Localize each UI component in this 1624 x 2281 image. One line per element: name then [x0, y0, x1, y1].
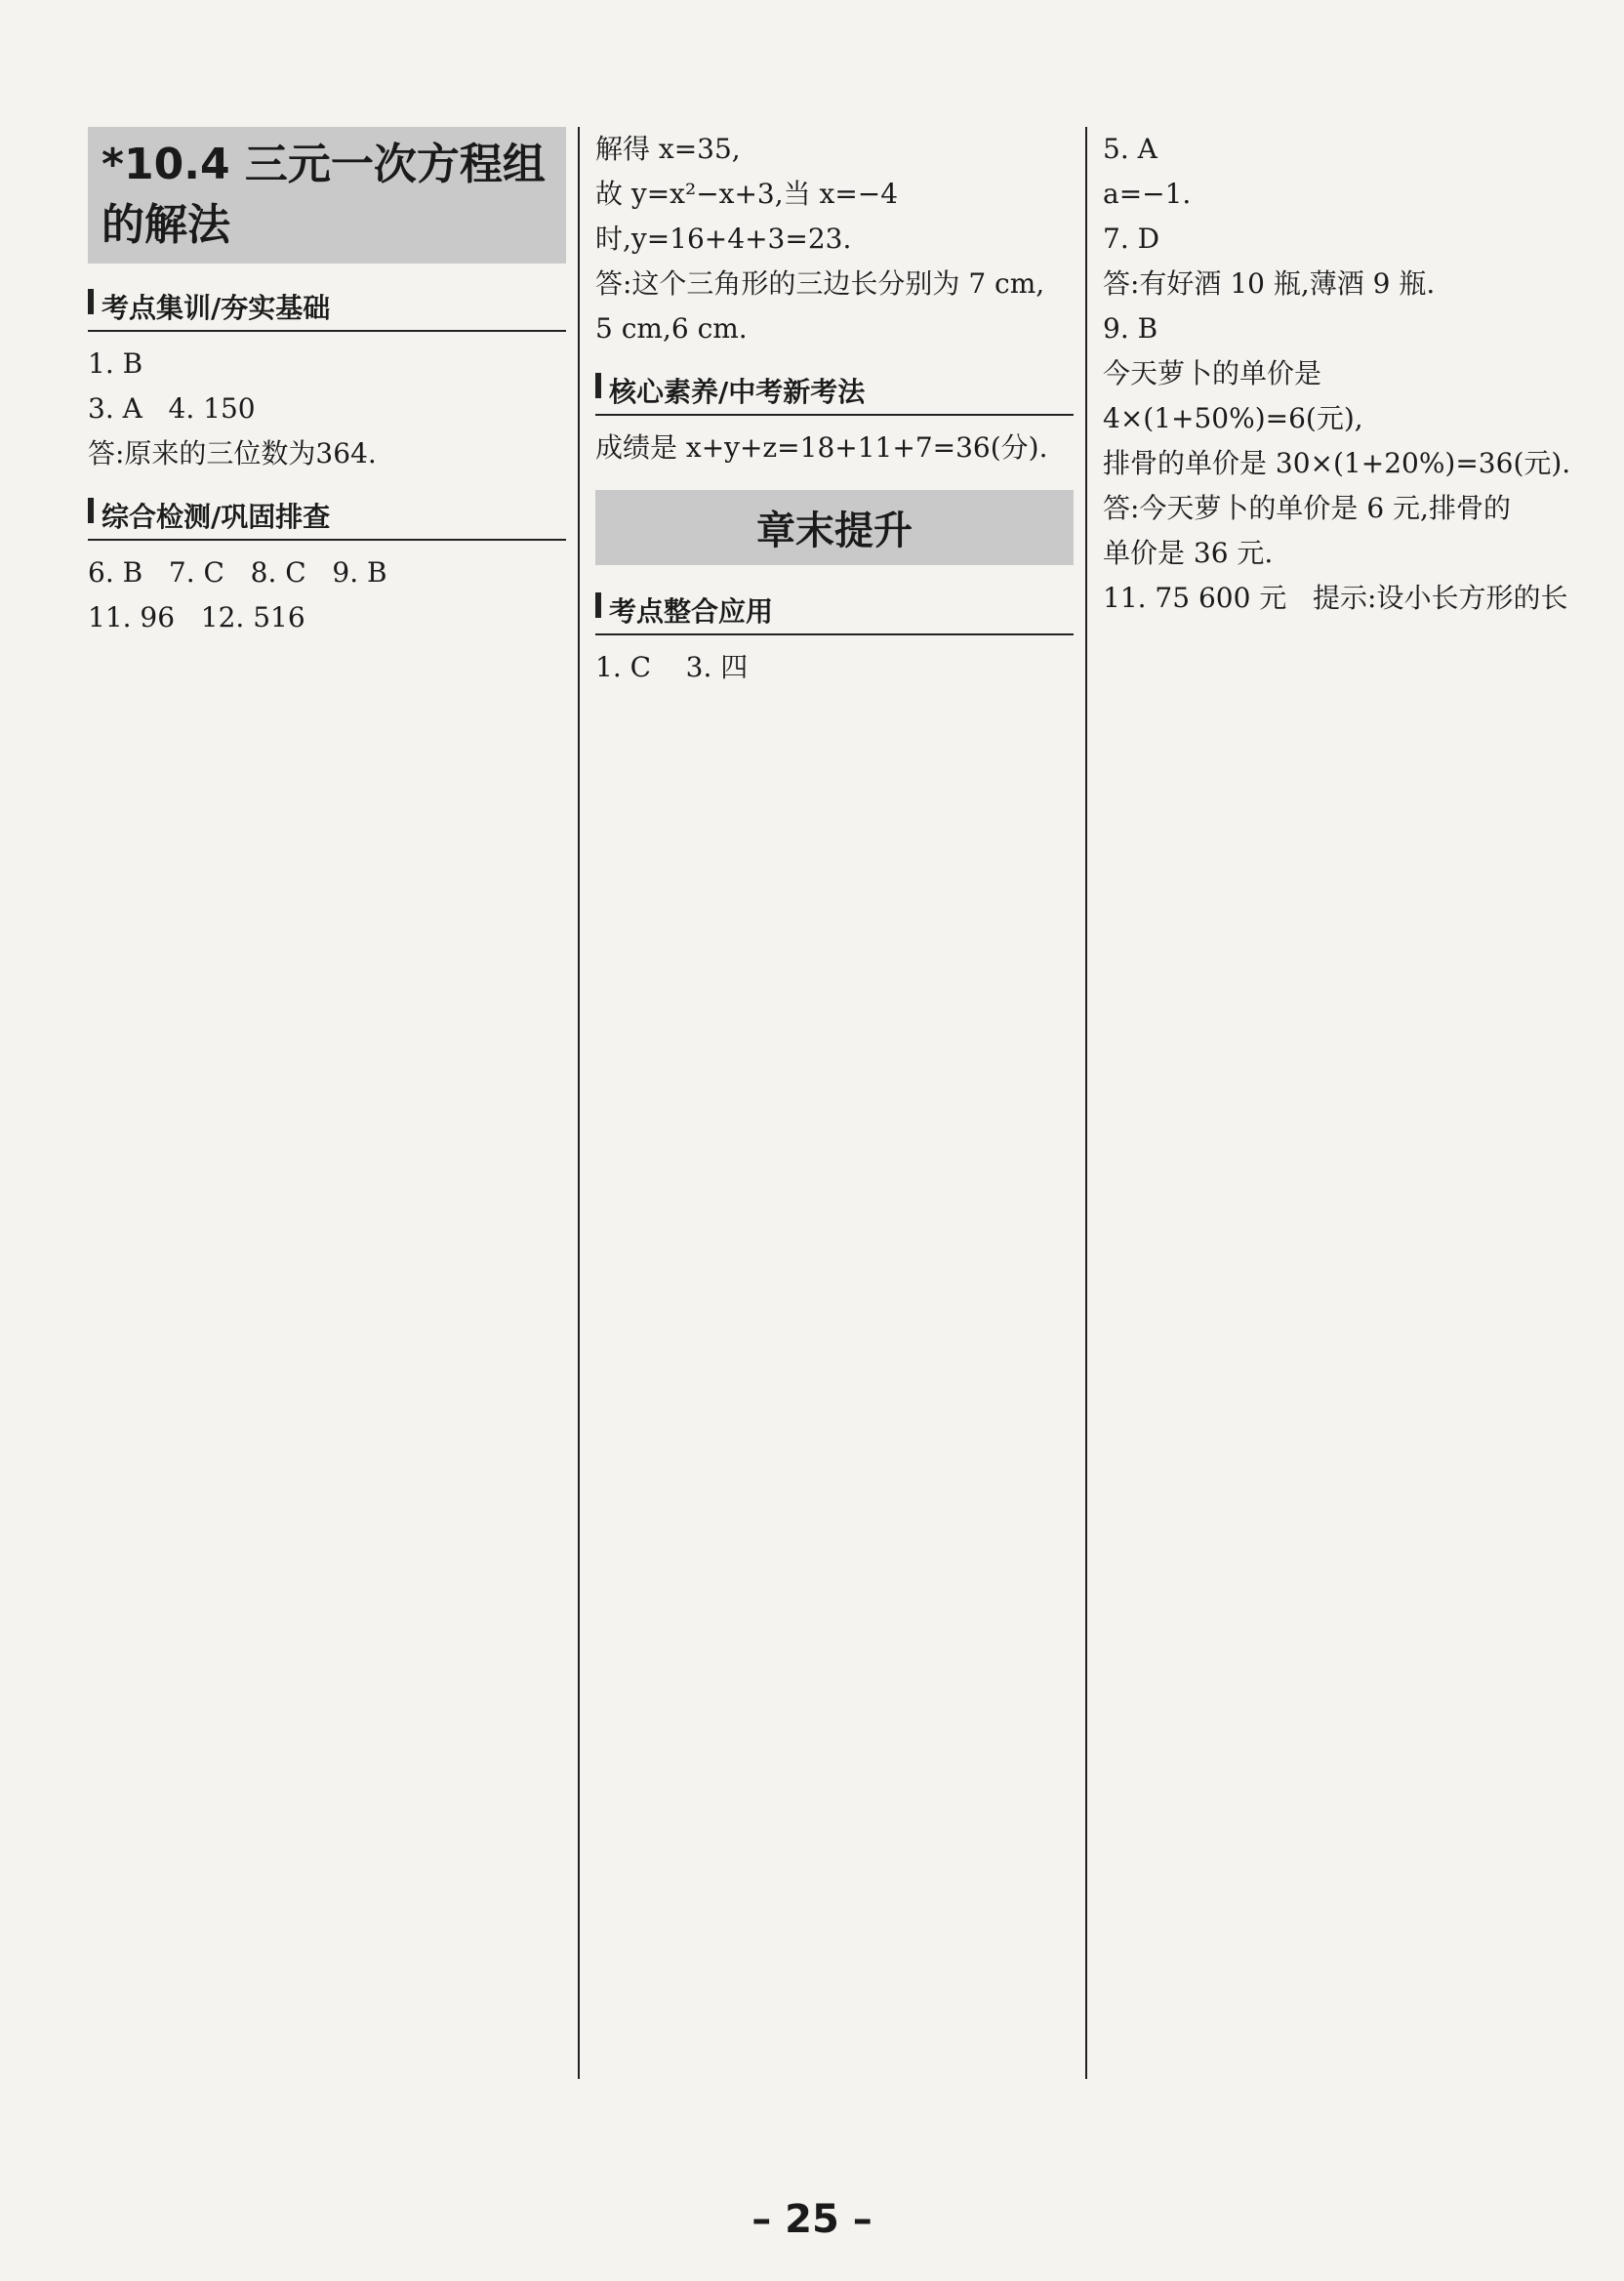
section-header: 综合检测/巩固排查 [88, 490, 566, 541]
page-number: – 25 – [751, 2197, 873, 2242]
answer-line: 5 cm,6 cm. [595, 312, 748, 345]
column-1 [88, 127, 566, 640]
column-2 [595, 127, 1074, 690]
section-header: 考点整合应用 [595, 585, 1074, 635]
answer-line: 11. 96 12. 516 [88, 601, 305, 633]
answer-line: 11. 75 600 元 提示:设小长方形的长 [1103, 582, 1568, 614]
answer-line: 7. D [1103, 223, 1160, 255]
answer-line: 答:原来的三位数为364. [88, 437, 377, 469]
answer-line: 1. B [88, 347, 143, 380]
answer-line: 答:这个三角形的三边长分别为 7 cm, [595, 267, 1045, 300]
answer-line: 成绩是 x+y+z=18+11+7=36(分). [595, 431, 1048, 464]
answer-line: 6. B 7. C 8. C 9. B [88, 556, 387, 589]
section-header: 核心素养/中考新考法 [595, 365, 1074, 416]
answer-line: 5. A [1103, 133, 1157, 165]
column-divider-2 [1085, 127, 1087, 2079]
chapter-header: 章末提升 [595, 490, 1074, 565]
page-title: *10.4 三元一次方程组的解法 [88, 127, 566, 264]
answer-line: 今天萝卜的单价是 4×(1+50%)=6(元), [1103, 357, 1363, 434]
answer-line: 1. C 3. 四 [595, 651, 749, 683]
answer-line: a=−1. [1103, 178, 1192, 210]
answer-line: 排骨的单价是 30×(1+20%)=36(元). [1103, 447, 1571, 479]
answer-line: 故 y=x²−x+3,当 x=−4 时,y=16+4+3=23. [595, 178, 907, 255]
answer-line: 3. A 4. 150 [88, 392, 256, 425]
answer-line: 解得 x=35, [595, 133, 741, 165]
section-header: 考点集训/夯实基础 [88, 281, 566, 332]
column-divider-1 [578, 127, 580, 2079]
answer-line: 答:今天萝卜的单价是 6 元,排骨的 [1103, 492, 1511, 524]
column-3 [1103, 127, 1581, 621]
answer-line: 单价是 36 元. [1103, 537, 1274, 569]
answer-line: 答:有好酒 10 瓶,薄酒 9 瓶. [1103, 267, 1436, 300]
answer-line: 9. B [1103, 312, 1158, 345]
